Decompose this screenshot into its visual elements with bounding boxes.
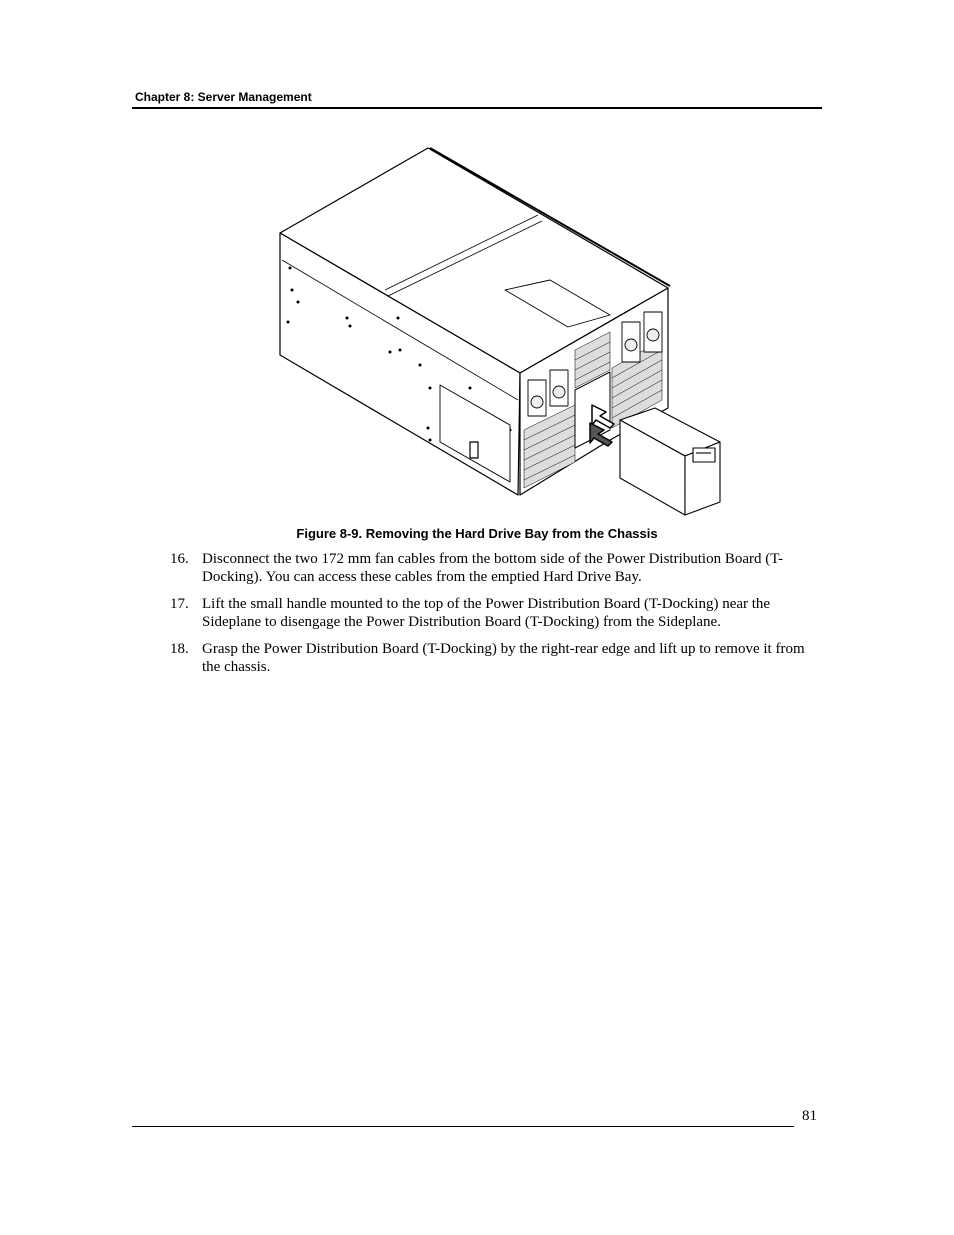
procedure-steps: [170, 550, 810, 685]
footer-rule: [132, 1126, 794, 1127]
header-rule: [132, 107, 822, 109]
step-number: 17.: [170, 596, 189, 612]
chassis-illustration: [270, 140, 730, 520]
step-text: Grasp the Power Distribution Board (T-Docking) by the right-rear edge and lift up to remove it from the chassis.: [202, 641, 805, 675]
figure-caption: Figure 8-9. Removing the Hard Drive Bay from the Chassis: [296, 526, 658, 541]
step-number: 18.: [170, 641, 189, 657]
hard-drive-bay: [620, 408, 720, 515]
list-item: [170, 640, 810, 676]
list-item: [170, 550, 810, 586]
step-text: Lift the small handle mounted to the top of the Power Distribution Board (T-Docking) near the Sideplane to disengage the Power Distribution Board (T-Docking) from the Sideplane.: [202, 596, 771, 630]
page-number: 81: [802, 1108, 817, 1124]
step-text: Disconnect the two 172 mm fan cables from the bottom side of the Power Distribution Board (T-Docking). You can access these cables from the emptied Hard Drive Bay.: [202, 551, 784, 585]
running-header: Chapter 8: Server Management: [135, 90, 312, 104]
step-number: 16.: [170, 551, 189, 567]
list-item: [170, 595, 810, 631]
